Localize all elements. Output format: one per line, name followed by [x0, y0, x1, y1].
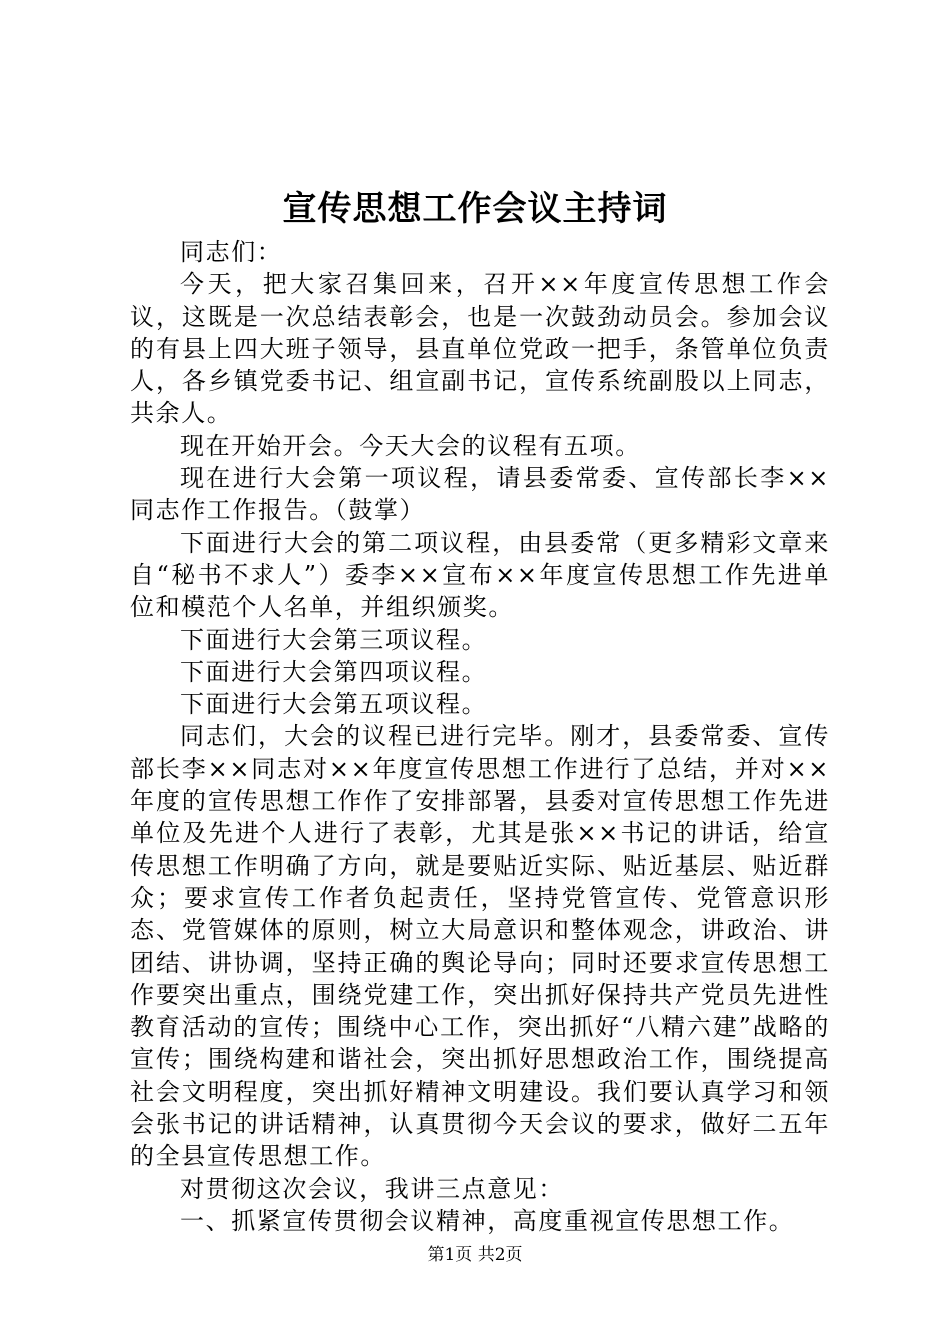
- document-title: 宣传思想工作会议主持词: [282, 189, 668, 229]
- paragraph-greeting: 同志们：: [180, 238, 283, 266]
- document-body: [130, 236, 830, 1237]
- paragraph: 下面进行大会第三项议程。: [180, 625, 488, 654]
- paragraph: 下面进行大会第五项议程。: [180, 690, 488, 719]
- paragraph: 一、抓紧宣传贯彻会议精神，高度重视宣传思想工作。: [180, 1206, 795, 1235]
- paragraph: 同志们，大会的议程已进行完毕。刚才，县委常委、宣传部长李××同志对××年度宣传思想工作进行了总结，并对××年度的宣传思想工作作了安排部署，县委对宣传思想工作先进单位及先进个人进行了表彰，尤其是张××书记的讲话，给宣传思想工作明确了方向，就是要贴近实际、贴近基层、贴近群众；要求宣传工作者负起责任，坚持党管宣传、党管意识形态、党管媒体的原则，树立大局意识和整体观念，讲政治、讲团结、讲协调，坚持正确的舆论导向；同时还要求宣传思想工作要突出重点，围绕党建工作，突出抓好保持共产党员先进性教育活动的宣传；围绕中心工作，突出抓好“八精六建”战略的宣传；围绕构建和谐社会，突出抓好思想政治工作，围绕提高社会文明程度，突出抓好精神文明建设。我们要认真学习和领会张书记的讲话精神，认真贯彻今天会议的要求，做好二五年的全县宣传思想工作。: [130, 722, 830, 1171]
- paragraph: 现在进行大会第一项议程，请县委常委、宣传部长李××同志作工作报告。（鼓掌）: [130, 464, 830, 525]
- paragraph: 今天，把大家召集回来，召开××年度宣传思想工作会议，这既是一次总结表彰会，也是一次鼓劲动员会。参加会议的有县上四大班子领导，县直单位党政一把手，条管单位负责人，各乡镇党委书记、组宣副书记，宣传系统副股以上同志，共余人。: [130, 270, 830, 428]
- paragraph: 下面进行大会的第二项议程，由县委常（更多精彩文章来自“秘书不求人”）委李××宣布××年度宣传思想工作先进单位和模范个人名单，并组织颁奖。: [130, 528, 830, 622]
- paragraph: 对贯彻这次会议，我讲三点意见：: [180, 1174, 564, 1203]
- page-number-footer: 第1页 共2页: [427, 1245, 523, 1265]
- paragraph: 现在开始开会。今天大会的议程有五项。: [180, 431, 641, 460]
- paragraph: 下面进行大会第四项议程。: [180, 657, 488, 686]
